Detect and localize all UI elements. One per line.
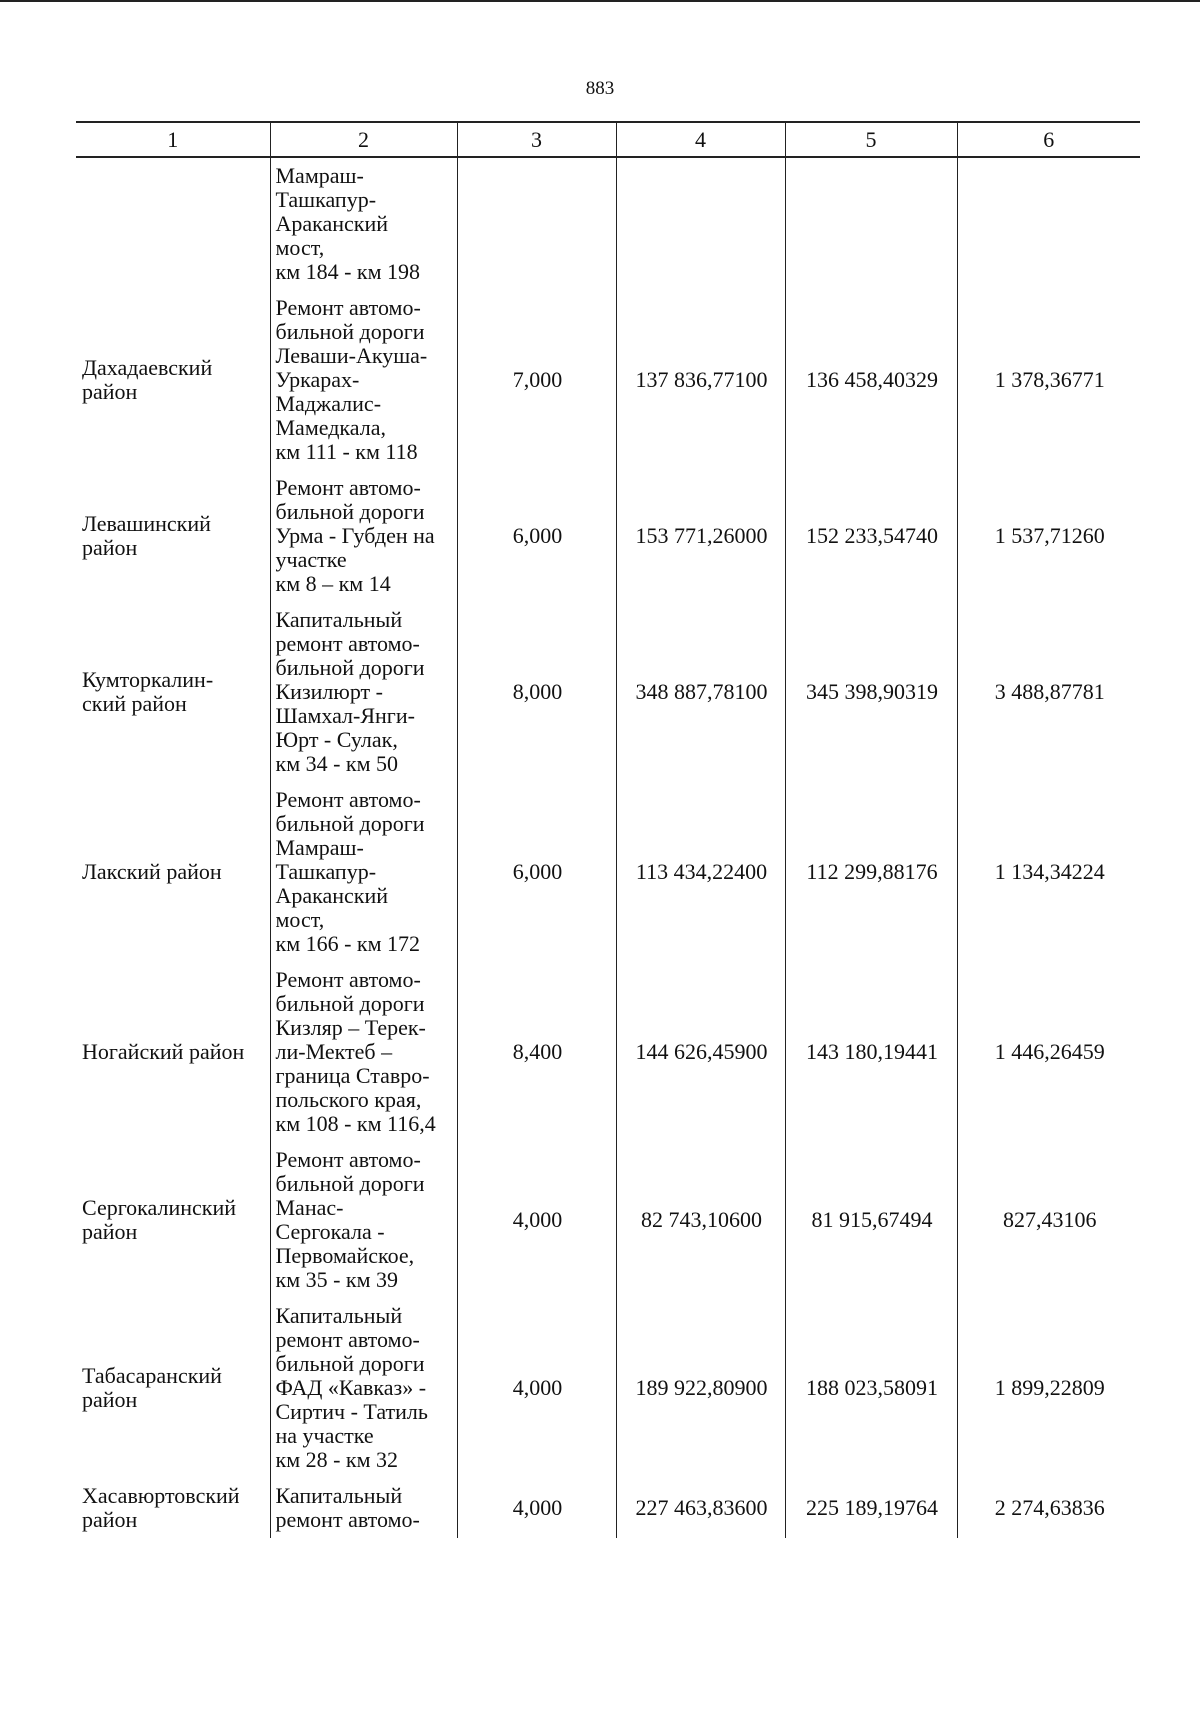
district-cell [76,157,270,290]
republic-budget-cell: 345 398,90319 [785,602,957,782]
road-description-cell: Ремонт автомо- бильной дороги Урма - Губден на участке км 8 – км 14 [270,470,457,602]
local-budget-cell: 1 378,36771 [957,290,1140,470]
republic-budget-cell [785,157,957,290]
table-row [76,1142,1140,1298]
header-col-2: 2 [270,122,457,157]
length-km-cell [457,157,616,290]
top-border-line [0,0,1200,2]
header-col-5: 5 [785,122,957,157]
length-km-cell: 8,400 [457,962,616,1142]
table-row [76,782,1140,962]
header-col-3: 3 [457,122,616,157]
local-budget-cell: 827,43106 [957,1142,1140,1298]
road-description-cell: Ремонт автомо- бильной дороги Леваши-Акуша- Уркарах- Маджалис- Мамедкала, км 111 - км 118 [270,290,457,470]
length-km-cell: 8,000 [457,602,616,782]
total-amount-cell [616,157,785,290]
district-cell: Хасавюртовский район [82,1483,240,1532]
total-amount-cell: 189 922,80900 [616,1298,785,1478]
local-budget-cell: 3 488,87781 [957,602,1140,782]
road-description-cell: Капитальный ремонт автомо- бильной дороги Кизилюрт - Шамхал-Янги- Юрт - Сулак, км 34 - км 50 [270,602,457,782]
republic-budget-cell: 225 189,19764 [785,1478,957,1538]
road-description-cell: Капитальный ремонт автомо- бильной дороги ФАД «Кавказ» - Сиртич - Татиль на участке км 28 - км 32 [270,1298,457,1478]
local-budget-cell: 1 446,26459 [957,962,1140,1142]
total-amount-cell: 82 743,10600 [616,1142,785,1298]
total-amount-cell: 144 626,45900 [616,962,785,1142]
length-km-cell: 4,000 [457,1142,616,1298]
table-row [76,470,1140,602]
total-amount-cell: 113 434,22400 [616,782,785,962]
total-amount-cell: 227 463,83600 [616,1478,785,1538]
table-row [76,962,1140,1142]
page-number: 883 [585,78,615,99]
road-repair-table [76,121,1140,1538]
local-budget-cell [957,157,1140,290]
length-km-cell: 7,000 [457,290,616,470]
district-cell: Лакский район [82,859,222,884]
total-amount-cell: 348 887,78100 [616,602,785,782]
republic-budget-cell: 136 458,40329 [785,290,957,470]
table-row [76,602,1140,782]
length-km-cell: 4,000 [457,1298,616,1478]
district-cell: Ногайский район [82,1039,245,1064]
length-km-cell: 4,000 [457,1478,616,1538]
district-cell: Дахадаевский район [82,355,213,404]
header-col-4: 4 [616,122,785,157]
header-col-1: 1 [76,122,270,157]
local-budget-cell: 1 134,34224 [957,782,1140,962]
local-budget-cell: 1 537,71260 [957,470,1140,602]
republic-budget-cell: 143 180,19441 [785,962,957,1142]
republic-budget-cell: 81 915,67494 [785,1142,957,1298]
road-description-cell: Ремонт автомо- бильной дороги Манас- Сергокала - Первомайское, км 35 - км 39 [270,1142,457,1298]
district-cell: Кумторкалин- ский район [82,667,214,716]
republic-budget-cell: 112 299,88176 [785,782,957,962]
length-km-cell: 6,000 [457,782,616,962]
table-row [76,157,1140,290]
local-budget-cell: 1 899,22809 [957,1298,1140,1478]
total-amount-cell: 153 771,26000 [616,470,785,602]
table-row [76,290,1140,470]
road-description-cell: Ремонт автомо- бильной дороги Кизляр – Терек- ли-Мектеб – граница Ставро- польского края, км 108 - км 116,4 [270,962,457,1142]
republic-budget-cell: 152 233,54740 [785,470,957,602]
table-header-row [76,122,1140,157]
header-col-6: 6 [957,122,1140,157]
table-row [76,1298,1140,1478]
district-cell: Табасаранский район [82,1363,222,1412]
total-amount-cell: 137 836,77100 [616,290,785,470]
district-cell: Левашинский район [82,511,211,560]
local-budget-cell: 2 274,63836 [957,1478,1140,1538]
road-description-cell: Мамраш- Ташкапур- Араканский мост, км 184 - км 198 [270,157,457,290]
road-description-cell: Капитальный ремонт автомо- [270,1478,457,1538]
road-description-cell: Ремонт автомо- бильной дороги Мамраш- Ташкапур- Араканский мост, км 166 - км 172 [270,782,457,962]
table-row [76,1478,1140,1538]
district-cell: Сергокалинский район [82,1195,237,1244]
table-body [76,157,1140,1538]
length-km-cell: 6,000 [457,470,616,602]
republic-budget-cell: 188 023,58091 [785,1298,957,1478]
